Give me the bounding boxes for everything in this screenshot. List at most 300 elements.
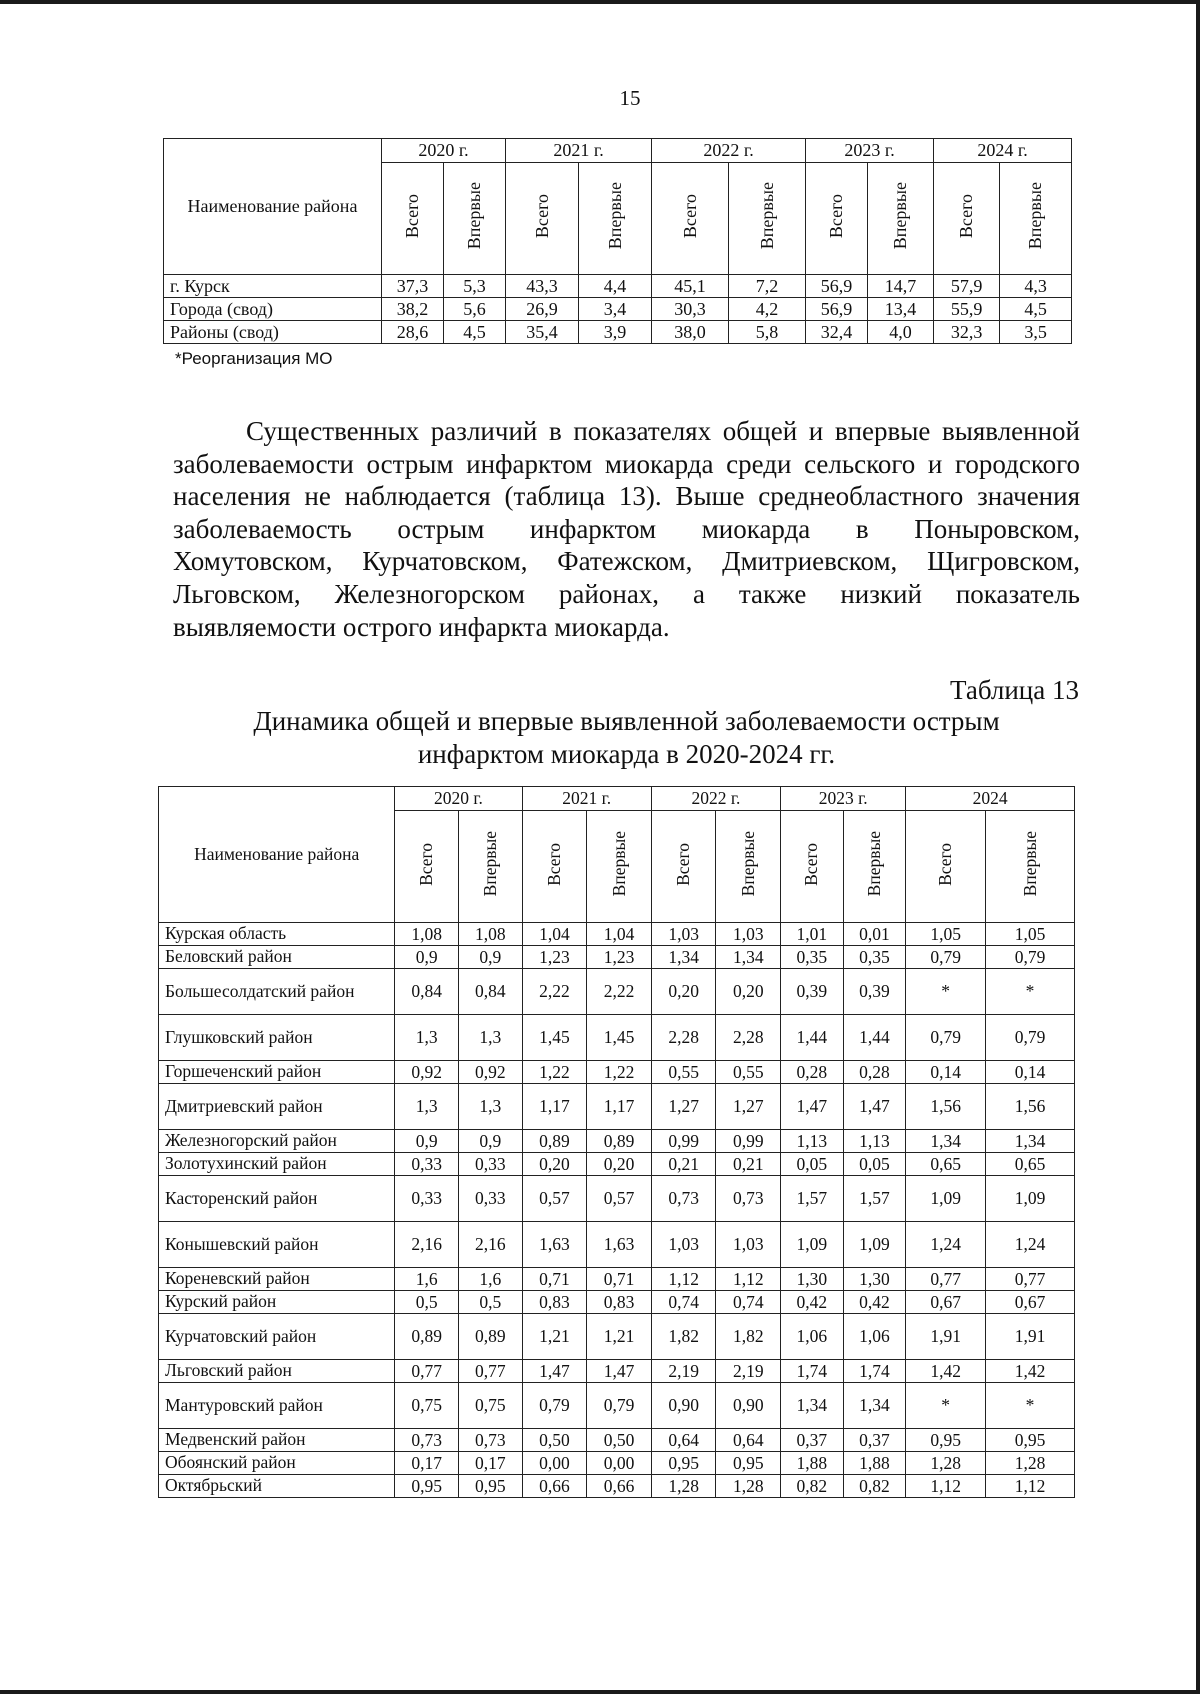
first-time-value-cell: 1,47 <box>843 1084 906 1130</box>
year-header: 2022 г. <box>652 139 806 163</box>
district-name-cell: Курчатовский район <box>159 1314 395 1360</box>
first-time-subheader <box>587 811 652 923</box>
total-value-cell: 1,82 <box>651 1314 716 1360</box>
first-time-value-cell: 0,89 <box>587 1130 652 1153</box>
first-time-value-cell: 7,2 <box>729 275 806 298</box>
district-name-cell: Города (свод) <box>164 298 382 321</box>
district-name-cell: Касторенский район <box>159 1176 395 1222</box>
first-time-value-cell: 0,21 <box>716 1153 781 1176</box>
district-name-cell: Обоянский район <box>159 1452 395 1475</box>
first-time-value-cell: 1,30 <box>843 1268 906 1291</box>
first-time-value-cell: 1,47 <box>587 1360 652 1383</box>
year-header: 2024 г. <box>934 139 1072 163</box>
first-time-value-cell: 0,77 <box>986 1268 1075 1291</box>
subheader-text: Впервые <box>756 182 777 250</box>
first-time-value-cell: 0,20 <box>716 969 781 1015</box>
total-value-cell: 1,08 <box>395 923 459 946</box>
total-value-cell: 0,00 <box>522 1452 587 1475</box>
first-time-value-cell: 1,91 <box>986 1314 1075 1360</box>
total-value-cell: 1,12 <box>906 1475 986 1498</box>
district-name-cell: Мантуровский район <box>159 1383 395 1429</box>
district-name-cell: Глушковский район <box>159 1015 395 1061</box>
total-value-cell: 1,45 <box>522 1015 587 1061</box>
total-value-cell: 1,09 <box>906 1176 986 1222</box>
table-row <box>159 1015 1075 1061</box>
first-time-value-cell: 0,5 <box>458 1291 522 1314</box>
subheader-text: Всего <box>826 193 847 239</box>
paragraph-line: Хомутовском, Курчатовском, Фатежском, Дмитриевском, Щигровском, <box>173 546 1080 577</box>
district-name-cell: Льговский район <box>159 1360 395 1383</box>
first-time-value-cell: 1,3 <box>458 1015 522 1061</box>
total-value-cell: 1,17 <box>522 1084 587 1130</box>
total-value-cell: * <box>906 969 986 1015</box>
district-name-cell: Кореневский район <box>159 1268 395 1291</box>
first-time-value-cell: 1,3 <box>458 1084 522 1130</box>
table-row <box>159 1061 1075 1084</box>
year-header: 2023 г. <box>781 787 906 811</box>
district-name-cell: Курская область <box>159 923 395 946</box>
first-time-value-cell: 0,95 <box>716 1452 781 1475</box>
paragraph-line: Существенных различий в показателях общей и впервые выявленной <box>246 416 1080 446</box>
total-value-cell: 0,33 <box>395 1176 459 1222</box>
total-value-cell: 57,9 <box>934 275 1000 298</box>
first-time-subheader <box>579 163 652 275</box>
total-value-cell: 30,3 <box>652 298 729 321</box>
myocardial-infarction-table <box>158 786 1075 1498</box>
total-value-cell: 35,4 <box>506 321 579 344</box>
first-time-value-cell: 1,27 <box>716 1084 781 1130</box>
first-time-value-cell: 1,17 <box>587 1084 652 1130</box>
subheader-text: Всего <box>543 842 564 886</box>
subheader-text: Всего <box>956 193 977 239</box>
total-value-cell: 1,34 <box>781 1383 844 1429</box>
total-value-cell: 1,34 <box>906 1130 986 1153</box>
table-row <box>159 1153 1075 1176</box>
first-time-value-cell: 0,14 <box>986 1061 1075 1084</box>
table-row <box>164 321 1072 344</box>
district-name-cell: г. Курск <box>164 275 382 298</box>
total-value-cell: 0,05 <box>781 1153 844 1176</box>
total-value-cell: 0,20 <box>651 969 716 1015</box>
total-value-cell: 1,28 <box>906 1452 986 1475</box>
subheader-text: Всего <box>531 193 552 239</box>
total-value-cell: 0,82 <box>781 1475 844 1498</box>
total-value-cell: 28,6 <box>382 321 444 344</box>
first-time-value-cell: 0,17 <box>458 1452 522 1475</box>
first-time-value-cell: 0,77 <box>458 1360 522 1383</box>
first-time-value-cell: 1,23 <box>587 946 652 969</box>
paragraph-line: населения не наблюдается (таблица 13). Выше среднеобластного значения <box>173 481 1080 512</box>
total-value-cell: 1,13 <box>781 1130 844 1153</box>
total-value-cell: 32,3 <box>934 321 1000 344</box>
total-value-cell: 0,37 <box>781 1429 844 1452</box>
first-time-value-cell: 4,5 <box>1000 298 1072 321</box>
total-value-cell: 0,74 <box>651 1291 716 1314</box>
first-time-value-cell: 2,16 <box>458 1222 522 1268</box>
first-time-value-cell: 1,09 <box>986 1176 1075 1222</box>
table-row <box>159 923 1075 946</box>
reorganization-footnote: *Реорганизация МО <box>175 349 333 368</box>
total-value-cell: 0,95 <box>395 1475 459 1498</box>
total-value-cell: 0,28 <box>781 1061 844 1084</box>
total-value-cell: 1,05 <box>906 923 986 946</box>
first-time-subheader <box>1000 163 1072 275</box>
total-value-cell: 0,73 <box>395 1429 459 1452</box>
district-name-cell: Конышевский район <box>159 1222 395 1268</box>
total-value-cell: 1,91 <box>906 1314 986 1360</box>
first-time-value-cell: 0,79 <box>587 1383 652 1429</box>
subheader-text: Впервые <box>604 182 625 250</box>
total-value-cell: 0,33 <box>395 1153 459 1176</box>
first-time-value-cell: 3,5 <box>1000 321 1072 344</box>
first-time-value-cell: 1,09 <box>843 1222 906 1268</box>
total-value-cell: 0,17 <box>395 1452 459 1475</box>
table-title-line: Динамика общей и впервые выявленной заболеваемости острым <box>253 706 1000 736</box>
total-value-cell: 1,3 <box>395 1084 459 1130</box>
total-value-cell: 1,24 <box>906 1222 986 1268</box>
first-time-value-cell: 2,28 <box>716 1015 781 1061</box>
total-subheader <box>506 163 579 275</box>
first-time-value-cell: 1,28 <box>986 1452 1075 1475</box>
table-row <box>159 1429 1075 1452</box>
scan-edge-bottom <box>0 1690 1200 1694</box>
total-value-cell: 0,79 <box>522 1383 587 1429</box>
table-title-line: инфарктом миокарда в 2020-2024 гг. <box>417 739 836 769</box>
total-value-cell: 0,42 <box>781 1291 844 1314</box>
total-value-cell: 0,50 <box>522 1429 587 1452</box>
total-value-cell: 0,64 <box>651 1429 716 1452</box>
first-time-value-cell: 0,66 <box>587 1475 652 1498</box>
first-time-value-cell: 1,05 <box>986 923 1075 946</box>
total-value-cell: 0,21 <box>651 1153 716 1176</box>
body-paragraph <box>173 415 1080 643</box>
subheader-text: Впервые <box>608 831 629 897</box>
year-header: 2022 г. <box>651 787 780 811</box>
total-value-cell: 55,9 <box>934 298 1000 321</box>
first-time-value-cell: 1,12 <box>986 1475 1075 1498</box>
district-name-header: Наименование района <box>159 787 395 923</box>
total-value-cell: 1,27 <box>651 1084 716 1130</box>
first-time-value-cell: 0,73 <box>716 1176 781 1222</box>
first-time-value-cell: 0,9 <box>458 946 522 969</box>
first-time-value-cell: 1,34 <box>843 1383 906 1429</box>
total-value-cell: 0,79 <box>906 946 986 969</box>
first-time-value-cell: 1,06 <box>843 1314 906 1360</box>
first-time-subheader <box>444 163 506 275</box>
table-row <box>159 1176 1075 1222</box>
first-time-subheader <box>843 811 906 923</box>
first-time-value-cell: 5,8 <box>729 321 806 344</box>
first-time-value-cell: 1,34 <box>716 946 781 969</box>
total-value-cell: 0,92 <box>395 1061 459 1084</box>
total-value-cell: 1,22 <box>522 1061 587 1084</box>
table-row <box>159 946 1075 969</box>
total-value-cell: * <box>906 1383 986 1429</box>
total-value-cell: 1,03 <box>651 1222 716 1268</box>
total-value-cell: 1,04 <box>522 923 587 946</box>
subheader-text: Всего <box>402 193 422 239</box>
total-value-cell: 38,2 <box>382 298 444 321</box>
paragraph-line: заболеваемость острым инфарктом миокарда в Поныровском, <box>173 513 1080 544</box>
first-time-value-cell: 0,35 <box>843 946 906 969</box>
first-time-value-cell: 0,95 <box>986 1429 1075 1452</box>
table-row <box>159 1084 1075 1130</box>
first-time-subheader <box>868 163 934 275</box>
year-header: 2021 г. <box>522 787 651 811</box>
year-header: 2024 <box>906 787 1075 811</box>
total-value-cell: 2,22 <box>522 969 587 1015</box>
subheader-text: Впервые <box>737 831 758 897</box>
total-value-cell: 0,71 <box>522 1268 587 1291</box>
total-value-cell: 0,79 <box>906 1015 986 1061</box>
total-value-cell: 0,20 <box>522 1153 587 1176</box>
total-subheader <box>934 163 1000 275</box>
first-time-value-cell: 1,08 <box>458 923 522 946</box>
first-time-value-cell: 13,4 <box>868 298 934 321</box>
total-value-cell: 0,77 <box>395 1360 459 1383</box>
first-time-value-cell: 0,64 <box>716 1429 781 1452</box>
table-title <box>173 705 1080 771</box>
total-value-cell: 0,35 <box>781 946 844 969</box>
year-header: 2021 г. <box>506 139 652 163</box>
first-time-value-cell: 0,95 <box>458 1475 522 1498</box>
scan-edge-top <box>0 0 1200 4</box>
first-time-value-cell: 3,4 <box>579 298 652 321</box>
first-time-value-cell: 0,71 <box>587 1268 652 1291</box>
total-value-cell: 0,75 <box>395 1383 459 1429</box>
total-value-cell: 1,6 <box>395 1268 459 1291</box>
first-time-value-cell: 0,39 <box>843 969 906 1015</box>
district-name-header: Наименование района <box>164 139 382 275</box>
subheader-text: Всего <box>801 842 822 886</box>
district-name-cell: Железногорский район <box>159 1130 395 1153</box>
subheader-text: Впервые <box>1025 182 1046 250</box>
first-time-value-cell: 4,0 <box>868 321 934 344</box>
total-value-cell: 1,23 <box>522 946 587 969</box>
table-row <box>159 1452 1075 1475</box>
first-time-value-cell: 0,84 <box>458 969 522 1015</box>
first-time-value-cell: 0,67 <box>986 1291 1075 1314</box>
district-name-cell: Районы (свод) <box>164 321 382 344</box>
first-time-value-cell: 0,82 <box>843 1475 906 1498</box>
total-value-cell: 0,9 <box>395 946 459 969</box>
total-value-cell: 43,3 <box>506 275 579 298</box>
total-value-cell: 1,88 <box>781 1452 844 1475</box>
first-time-value-cell: 0,33 <box>458 1176 522 1222</box>
subheader-text: Впервые <box>890 182 911 250</box>
total-subheader <box>781 811 844 923</box>
total-value-cell: 0,89 <box>522 1130 587 1153</box>
district-name-cell: Золотухинский район <box>159 1153 395 1176</box>
first-time-value-cell: 0,73 <box>458 1429 522 1452</box>
first-time-subheader <box>458 811 522 923</box>
total-value-cell: 1,12 <box>651 1268 716 1291</box>
first-time-value-cell: 5,6 <box>444 298 506 321</box>
total-value-cell: 0,84 <box>395 969 459 1015</box>
total-value-cell: 45,1 <box>652 275 729 298</box>
table-row <box>164 298 1072 321</box>
total-value-cell: 1,06 <box>781 1314 844 1360</box>
total-value-cell: 1,34 <box>651 946 716 969</box>
total-value-cell: 2,28 <box>651 1015 716 1061</box>
total-value-cell: 0,67 <box>906 1291 986 1314</box>
total-value-cell: 0,90 <box>651 1383 716 1429</box>
first-time-value-cell: 1,21 <box>587 1314 652 1360</box>
total-value-cell: 2,19 <box>651 1360 716 1383</box>
first-time-subheader <box>986 811 1075 923</box>
total-value-cell: 1,01 <box>781 923 844 946</box>
table-row <box>159 1360 1075 1383</box>
first-time-value-cell: 0,55 <box>716 1061 781 1084</box>
first-time-value-cell: 0,89 <box>458 1314 522 1360</box>
table-row <box>159 1314 1075 1360</box>
first-time-value-cell: 1,44 <box>843 1015 906 1061</box>
total-value-cell: 1,21 <box>522 1314 587 1360</box>
total-value-cell: 56,9 <box>806 275 868 298</box>
first-time-value-cell: 1,13 <box>843 1130 906 1153</box>
first-time-value-cell: * <box>986 969 1075 1015</box>
table-label: Таблица 13 <box>950 675 1079 705</box>
district-name-cell: Курский район <box>159 1291 395 1314</box>
first-time-value-cell: 0,57 <box>587 1176 652 1222</box>
first-time-value-cell: 0,92 <box>458 1061 522 1084</box>
first-time-value-cell: 0,20 <box>587 1153 652 1176</box>
total-value-cell: 0,65 <box>906 1153 986 1176</box>
first-time-value-cell: 1,04 <box>587 923 652 946</box>
first-time-value-cell: 1,22 <box>587 1061 652 1084</box>
total-subheader <box>651 811 716 923</box>
total-value-cell: 1,47 <box>522 1360 587 1383</box>
total-subheader <box>652 163 729 275</box>
first-time-value-cell: 1,56 <box>986 1084 1075 1130</box>
first-time-value-cell: 2,19 <box>716 1360 781 1383</box>
first-time-value-cell: 0,65 <box>986 1153 1075 1176</box>
year-header-row <box>159 787 1075 811</box>
total-value-cell: 0,77 <box>906 1268 986 1291</box>
total-value-cell: 0,95 <box>651 1452 716 1475</box>
district-name-cell: Октябрьский <box>159 1475 395 1498</box>
first-time-value-cell: 0,9 <box>458 1130 522 1153</box>
district-name-cell: Медвенский район <box>159 1429 395 1452</box>
subheader-text: Всего <box>416 842 437 886</box>
total-value-cell: 38,0 <box>652 321 729 344</box>
table-row <box>159 1383 1075 1429</box>
first-time-value-cell: 0,99 <box>716 1130 781 1153</box>
first-time-value-cell: 0,00 <box>587 1452 652 1475</box>
first-time-value-cell: 1,82 <box>716 1314 781 1360</box>
table-row <box>159 1291 1075 1314</box>
year-header: 2020 г. <box>382 139 506 163</box>
subheader-text: Всего <box>673 842 694 886</box>
first-time-value-cell: 0,28 <box>843 1061 906 1084</box>
year-header: 2020 г. <box>395 787 522 811</box>
first-time-value-cell: 0,42 <box>843 1291 906 1314</box>
subheader-text: Впервые <box>479 831 500 897</box>
first-time-value-cell: 0,01 <box>843 923 906 946</box>
total-value-cell: 1,56 <box>906 1084 986 1130</box>
scan-edge-right <box>1196 0 1200 1694</box>
total-value-cell: 1,09 <box>781 1222 844 1268</box>
first-time-value-cell: 5,3 <box>444 275 506 298</box>
table-row <box>159 969 1075 1015</box>
first-time-value-cell: 0,05 <box>843 1153 906 1176</box>
first-time-value-cell: * <box>986 1383 1075 1429</box>
total-value-cell: 0,39 <box>781 969 844 1015</box>
total-value-cell: 1,03 <box>651 923 716 946</box>
first-time-value-cell: 1,03 <box>716 1222 781 1268</box>
total-value-cell: 0,55 <box>651 1061 716 1084</box>
district-summary-table <box>163 138 1072 344</box>
first-time-value-cell: 4,5 <box>444 321 506 344</box>
total-value-cell: 0,83 <box>522 1291 587 1314</box>
page-number: 15 <box>619 86 641 110</box>
first-time-value-cell: 0,33 <box>458 1153 522 1176</box>
first-time-value-cell: 1,45 <box>587 1015 652 1061</box>
total-value-cell: 1,63 <box>522 1222 587 1268</box>
first-time-value-cell: 1,88 <box>843 1452 906 1475</box>
first-time-value-cell: 1,42 <box>986 1360 1075 1383</box>
total-value-cell: 0,5 <box>395 1291 459 1314</box>
total-subheader <box>906 811 986 923</box>
first-time-value-cell: 1,28 <box>716 1475 781 1498</box>
total-value-cell: 1,30 <box>781 1268 844 1291</box>
first-time-value-cell: 0,74 <box>716 1291 781 1314</box>
year-header-row <box>164 139 1072 163</box>
total-value-cell: 0,89 <box>395 1314 459 1360</box>
subheader-text: Всего <box>935 842 956 886</box>
subheader-text: Впервые <box>863 831 884 897</box>
table-row <box>159 1475 1075 1498</box>
subheader-text: Впервые <box>464 182 484 250</box>
first-time-value-cell: 0,83 <box>587 1291 652 1314</box>
paragraph-line: выявляемости острого инфаркта миокарда. <box>173 611 670 642</box>
table-row <box>159 1268 1075 1291</box>
year-header: 2023 г. <box>806 139 934 163</box>
total-value-cell: 1,47 <box>781 1084 844 1130</box>
total-value-cell: 37,3 <box>382 275 444 298</box>
paragraph-line: заболеваемости острым инфарктом миокарда среди сельского и городского <box>173 448 1080 479</box>
district-name-cell: Горшеченский район <box>159 1061 395 1084</box>
paragraph-line: Льговском, Железногорском районах, а также низкий показатель <box>173 578 1080 609</box>
district-name-cell: Беловский район <box>159 946 395 969</box>
total-subheader <box>382 163 444 275</box>
first-time-value-cell: 1,12 <box>716 1268 781 1291</box>
total-value-cell: 0,95 <box>906 1429 986 1452</box>
total-value-cell: 0,99 <box>651 1130 716 1153</box>
first-time-value-cell: 4,3 <box>1000 275 1072 298</box>
first-time-value-cell: 1,24 <box>986 1222 1075 1268</box>
total-subheader <box>395 811 459 923</box>
first-time-value-cell: 0,90 <box>716 1383 781 1429</box>
table-row <box>164 275 1072 298</box>
first-time-value-cell: 1,74 <box>843 1360 906 1383</box>
first-time-value-cell: 1,6 <box>458 1268 522 1291</box>
total-value-cell: 1,28 <box>651 1475 716 1498</box>
subheader-text: Впервые <box>1019 831 1040 897</box>
first-time-subheader <box>716 811 781 923</box>
table-row <box>159 1130 1075 1153</box>
first-time-value-cell: 1,63 <box>587 1222 652 1268</box>
first-time-value-cell: 0,75 <box>458 1383 522 1429</box>
total-value-cell: 26,9 <box>506 298 579 321</box>
district-name-cell: Большесолдатский район <box>159 969 395 1015</box>
total-value-cell: 0,57 <box>522 1176 587 1222</box>
first-time-value-cell: 0,37 <box>843 1429 906 1452</box>
total-value-cell: 0,9 <box>395 1130 459 1153</box>
total-value-cell: 32,4 <box>806 321 868 344</box>
first-time-value-cell: 0,79 <box>986 946 1075 969</box>
total-value-cell: 0,66 <box>522 1475 587 1498</box>
